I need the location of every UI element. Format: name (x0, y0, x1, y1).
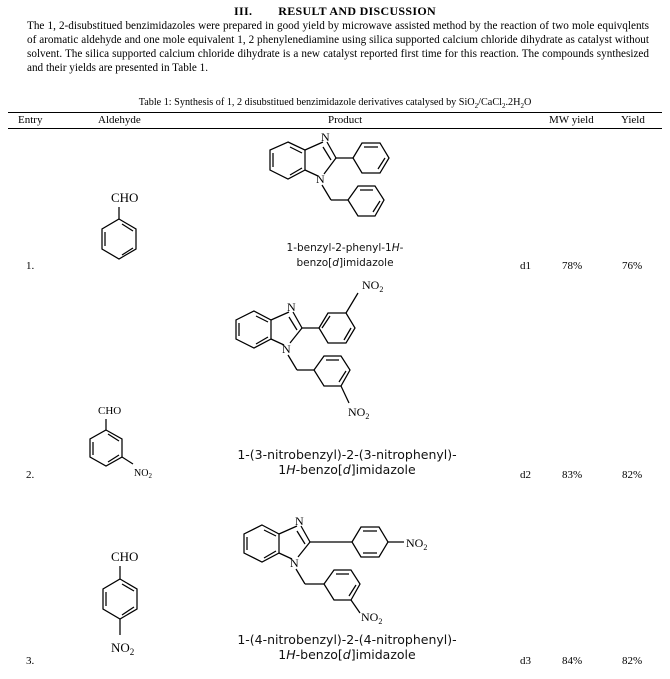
svg-text:N: N (290, 556, 299, 570)
product-name-3: 1-(4-nitrobenzyl)-2-(4-nitrophenyl)- 1H-benzo[d]imidazole (237, 632, 457, 662)
mw-yield-3: 84% (562, 655, 583, 667)
product-name-2: 1-(3-nitrobenzyl)-2-(3-nitrophenyl)- 1H-benzo[d]imidazole (237, 447, 457, 477)
code-2: d2 (520, 469, 531, 481)
section-heading (0, 4, 670, 19)
svg-text:NO2: $NO_2$ (406, 536, 428, 552)
mw-yield-2: 83% (562, 469, 583, 481)
header-entry: Entry (18, 114, 43, 126)
svg-text:NO2: $NO_2$ (134, 468, 152, 480)
entry-3: 3. (26, 655, 35, 667)
svg-text:NO2: $NO_2$ (362, 278, 384, 294)
svg-text:NO2: $NO_2$ (348, 405, 370, 421)
aldehyde-structure-1 (85, 185, 145, 275)
product-structure-2 (224, 275, 444, 445)
product-structure-1 (258, 128, 438, 238)
header-aldehyde: Aldehyde (98, 114, 141, 126)
section-title: RESULT AND DISCUSSION (278, 4, 436, 18)
header-mw-yield: MW yield (549, 114, 594, 126)
aldehyde-structure-3 (85, 545, 155, 670)
product-name-1: 1-benzyl-2-phenyl-1H- benzo[d]imidazole (286, 242, 404, 269)
svg-text:N: N (321, 130, 330, 144)
section-number: III. (234, 4, 253, 18)
entry-2: 2. (26, 469, 35, 481)
mw-yield-1: 78% (562, 260, 583, 272)
code-1: d1 (520, 260, 531, 272)
table-caption: Table 1: Synthesis of 1, 2 disubstitued benzimidazole derivatives catalysed by $SiO_2/CaCl_2.2H_2O$ (138, 97, 532, 111)
svg-text:NO2: $NO_2$ (361, 610, 383, 626)
table-top-rule (8, 112, 662, 113)
svg-text:CHO: CHO (111, 190, 139, 205)
code-3: d3 (520, 655, 531, 667)
yield-3: 82% (622, 655, 643, 667)
svg-text:N: N (316, 172, 325, 186)
svg-text:CHO: CHO (111, 549, 139, 564)
header-product: Product (328, 114, 363, 126)
svg-text:N: N (295, 514, 304, 528)
svg-text:N: N (287, 300, 296, 314)
svg-text:NO2: $NO_2$ (111, 640, 135, 657)
svg-text:CHO: CHO (98, 405, 122, 417)
discussion-paragraph: The 1, 2-disubstitued benzimidazoles were prepared in good yield by microwave assisted method by the reaction of two mole equivqlents of aromatic aldehyde and one mole equivalent 1, 2 phenylenediamine using silica supported calcium chloride dihydrate as catalyst without solvent. The silica supported calcium chloride dihydrate is a new catalyst reported first time for this reaction. The compounds synthesized and their yields are presented in Table 1. (27, 20, 649, 74)
yield-2: 82% (622, 469, 643, 481)
svg-text:N: N (282, 342, 291, 356)
aldehyde-structure-2 (78, 400, 168, 480)
entry-1: 1. (26, 260, 35, 272)
product-structure-3 (232, 508, 462, 638)
header-yield: Yield (621, 114, 645, 126)
yield-1: 76% (622, 260, 643, 272)
